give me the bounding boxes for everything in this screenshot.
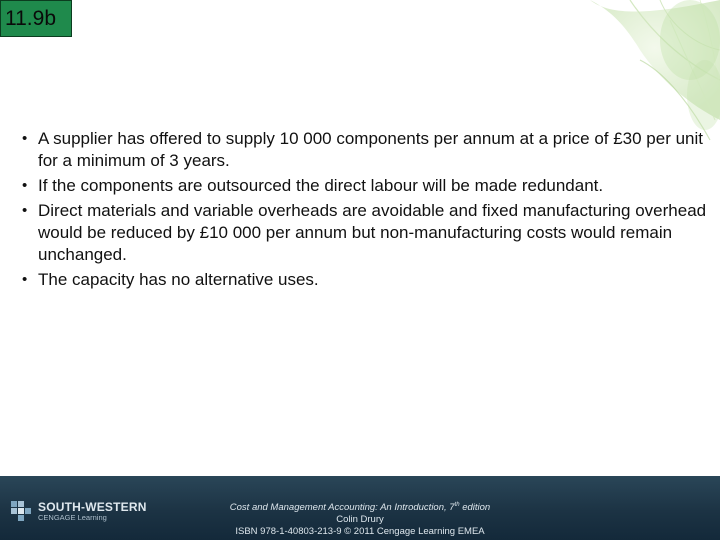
bullet-text: Direct materials and variable overheads are avoidable and fixed manufacturing overhead would be reduced by £10 000 per annum but non-manufacturing costs would remain unchanged. — [38, 201, 707, 264]
footer-citation — [180, 499, 540, 538]
footer-bar — [0, 476, 720, 540]
author: Colin Drury — [336, 514, 384, 526]
bullet-text: The capacity has no alternative uses. — [38, 270, 319, 289]
bullet-marker: • — [22, 202, 28, 219]
bullet-item — [22, 269, 712, 291]
bullet-item — [22, 175, 712, 197]
bullet-text: A supplier has offered to supply 10 000 components per annum at a price of £30 per unit for a minimum of 3 years. — [38, 129, 704, 170]
publisher-logo — [10, 499, 150, 523]
bullet-item — [22, 128, 712, 172]
book-title — [180, 499, 540, 514]
bullet-marker: • — [22, 130, 28, 147]
logo-brand: SOUTH-WESTERN — [38, 500, 147, 514]
slide-number: 11.9b — [0, 0, 72, 37]
book-title-sup: th — [454, 502, 460, 508]
bullet-marker: • — [22, 177, 28, 194]
bullet-marker: • — [22, 271, 28, 288]
bullet-text: If the components are outsourced the direct labour will be made redundant. — [38, 176, 604, 195]
isbn-line: ISBN 978-1-40803-213-9 © 2011 Cengage Learning EMEA — [235, 526, 485, 538]
bullet-list — [22, 128, 712, 294]
bullet-item — [22, 200, 712, 266]
book-title-text: Cost and Management Accounting: An Introduction, 7 — [229, 502, 455, 514]
book-title-edition: edition — [459, 502, 491, 514]
south-western-logo-icon — [10, 500, 32, 522]
logo-subtitle: CENGAGE Learning — [38, 513, 107, 522]
